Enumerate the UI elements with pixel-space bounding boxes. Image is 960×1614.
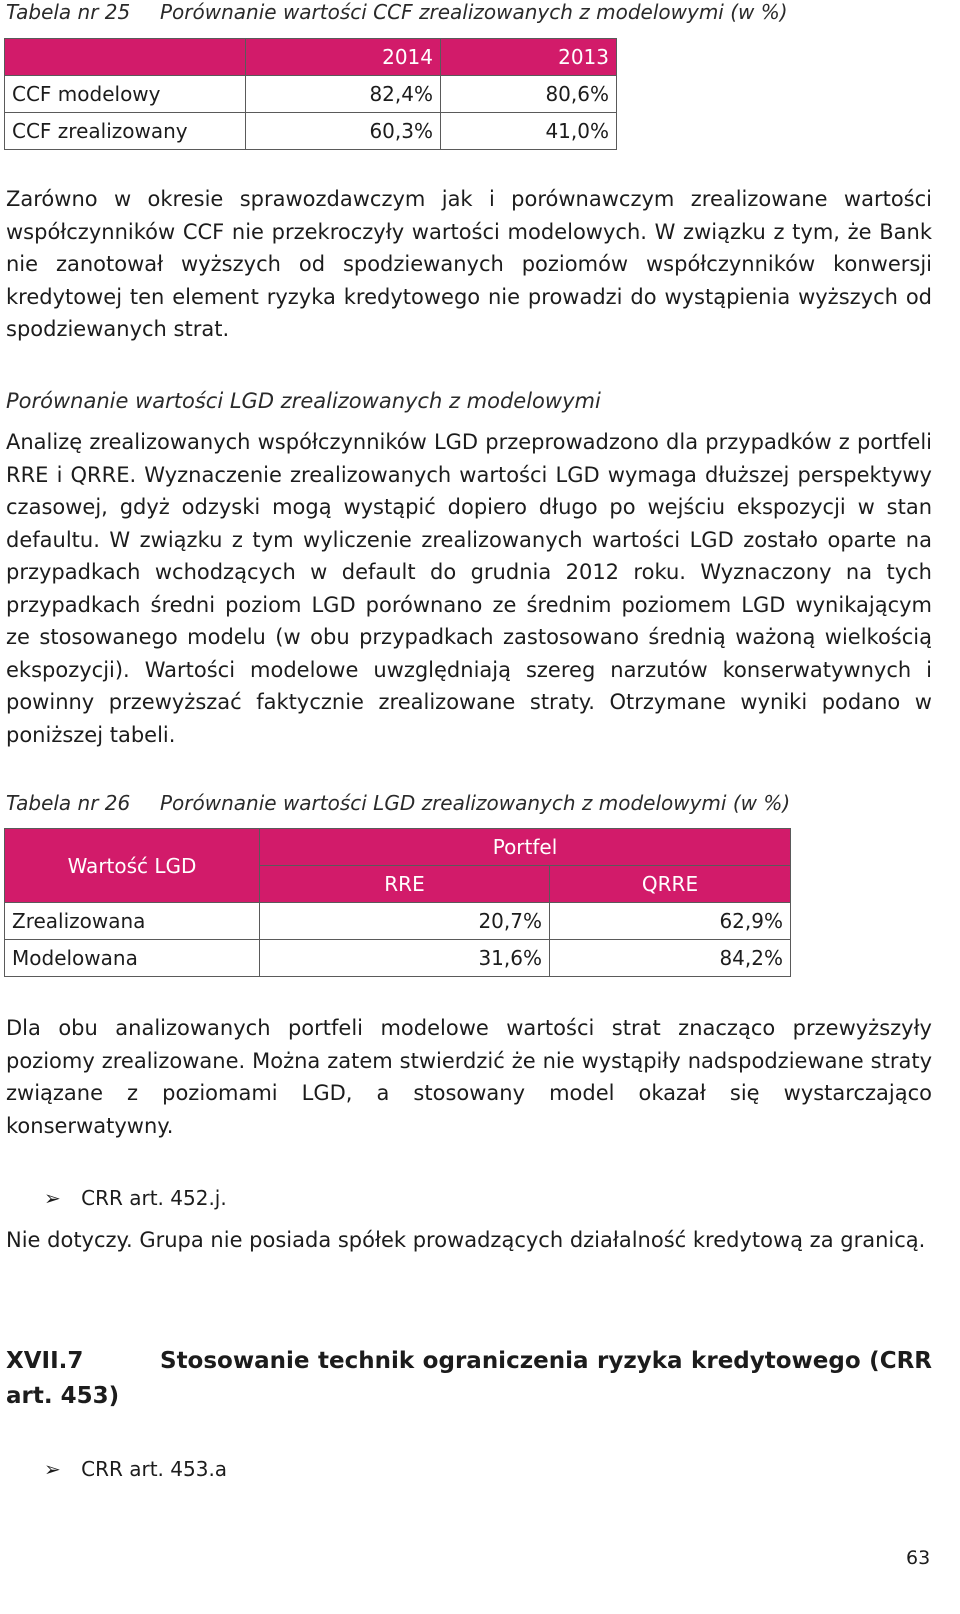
header-cell-2013: 2013	[441, 39, 617, 76]
section-title: Stosowanie technik ograniczenia ryzyka kredytowego (CRR	[160, 1348, 932, 1374]
cell-value: 31,6%	[260, 940, 550, 977]
table25-label: Tabela nr 25	[6, 0, 131, 24]
table-row	[5, 76, 617, 113]
row-label: Modelowana	[5, 940, 260, 977]
bullet-item-453a	[44, 1457, 227, 1481]
table26-label: Tabela nr 26	[6, 791, 131, 815]
table25-title: Porównanie wartości CCF zrealizowanych z modelowymi (w %)	[160, 0, 788, 24]
section-title-continued: art. 453)	[6, 1383, 120, 1409]
header-cell-qrre: QRRE	[550, 866, 791, 903]
table-header-row	[5, 829, 791, 866]
table-row	[5, 940, 791, 977]
cell-value: 62,9%	[550, 903, 791, 940]
arrow-bullet-icon: ➢	[44, 1186, 61, 1210]
bullet-item-452j	[44, 1186, 227, 1210]
cell-value: 41,0%	[441, 113, 617, 150]
table-row	[5, 113, 617, 150]
bullet-text: CRR art. 453.a	[81, 1457, 228, 1481]
arrow-bullet-icon: ➢	[44, 1457, 61, 1481]
header-cell-2014: 2014	[246, 39, 441, 76]
row-label: Zrealizowana	[5, 903, 260, 940]
header-cell-empty	[5, 39, 246, 76]
cell-value: 20,7%	[260, 903, 550, 940]
subheading-lgd: Porównanie wartości LGD zrealizowanych z modelowymi	[6, 389, 601, 413]
header-cell-rre: RRE	[260, 866, 550, 903]
paragraph-ccf-summary: Zarówno w okresie sprawozdawczym jak i porównawczym zrealizowane wartości współczynników CCF nie przekroczyły wartości modelowych. W związku z tym, że Bank nie zanotował wyższych od spodziewanych poziomów współczynników konwersji kredytowej ten element ryzyka kredytowego nie prowadzi do wystąpienia wyższych od spodziewanych strat.	[6, 187, 932, 341]
cell-value: 84,2%	[550, 940, 791, 977]
page-number: 63	[906, 1547, 931, 1569]
paragraph-lgd-analysis: Analizę zrealizowanych współczynników LGD przeprowadzono dla przypadków z portfeli RRE i QRRE. Wyznaczenie zrealizowanych wartości LGD wymaga dłuższej perspektywy czasowej, gdyż odzyski mogą wystąpić dopiero długo po wejściu ekspozycji w stan defaultu. W związku z tym wyliczenie zrealizowanych wartości LGD zostało oparte na przypadkach wchodzących w default do grudnia 2012 roku. Wyznaczony na tych przypadkach średni poziom LGD porównano ze średnim poziomem LGD wynikającym ze stosowanego modelu (w obu przypadkach zastosowano średnią ważoną wielkością ekspozycji). Wartości modelowe uwzględniają szereg narzutów konserwatywnych i powinny przewyższać faktycznie zrealizowane straty. Otrzymane wyniki podano w poniższej tabeli.	[6, 430, 932, 747]
table-26	[4, 828, 791, 977]
section-number: XVII.7	[6, 1348, 84, 1374]
header-cell-portfolio: Portfel	[260, 829, 791, 866]
cell-value: 82,4%	[246, 76, 441, 113]
bullet-text: CRR art. 452.j.	[81, 1186, 227, 1210]
cell-value: 60,3%	[246, 113, 441, 150]
paragraph-lgd-conclusion: Dla obu analizowanych portfeli modelowe wartości strat znacząco przewyższyły poziomy zrealizowane. Można zatem stwierdzić że nie wystąpiły nadspodziewane straty związane z poziomami LGD, a stosowany model okazał się wystarczająco konserwatywny.	[6, 1016, 932, 1138]
table26-title: Porównanie wartości LGD zrealizowanych z modelowymi (w %)	[160, 791, 791, 815]
table-row	[5, 903, 791, 940]
row-label: CCF modelowy	[5, 76, 246, 113]
table-25	[4, 38, 617, 150]
cell-value: 80,6%	[441, 76, 617, 113]
table-header-row	[5, 39, 617, 76]
row-label: CCF zrealizowany	[5, 113, 246, 150]
paragraph-not-applicable: Nie dotyczy. Grupa nie posiada spółek prowadzących działalność kredytową za granicą.	[6, 1228, 926, 1252]
header-cell-lgd-value: Wartość LGD	[5, 829, 260, 903]
